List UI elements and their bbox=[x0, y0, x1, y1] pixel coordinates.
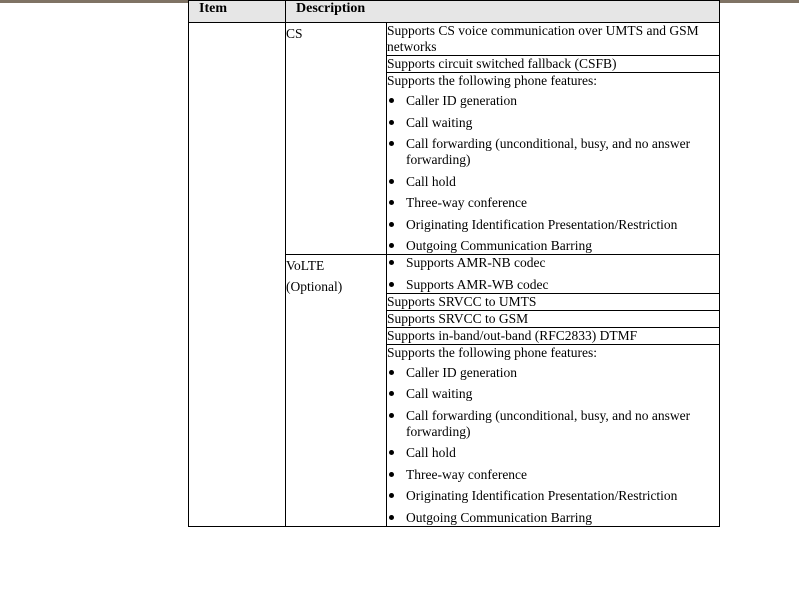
volte-dtmf-cell bbox=[387, 327, 720, 344]
volte-srvcc-umts-cell bbox=[387, 293, 720, 310]
list-item: Call forwarding (unconditional, busy, and no answer forwarding) bbox=[387, 136, 719, 168]
category-volte bbox=[286, 255, 387, 527]
list-item: Originating Identification Presentation/Restriction bbox=[387, 217, 719, 233]
bullet-icon bbox=[389, 260, 394, 265]
bullet-icon bbox=[389, 472, 394, 477]
bullet-icon bbox=[389, 391, 394, 396]
volte-dtmf-text: Supports in-band/out-band (RFC2833) DTMF bbox=[387, 327, 638, 343]
volte-srvcc-gsm-cell bbox=[387, 310, 720, 327]
bullet-icon bbox=[389, 179, 394, 184]
list-item: Call hold bbox=[387, 174, 719, 190]
list-item: Three-way conference bbox=[387, 195, 719, 211]
category-volte-sublabel: (Optional) bbox=[286, 279, 343, 294]
volte-codecs-list bbox=[387, 255, 719, 293]
bullet-icon bbox=[389, 141, 394, 146]
cs-csfb-cell bbox=[387, 56, 720, 73]
volte-srvcc-gsm-text: Supports SRVCC to GSM bbox=[387, 310, 529, 326]
bullet-icon bbox=[389, 98, 394, 103]
bullet-icon bbox=[389, 413, 394, 418]
bullet-icon bbox=[389, 450, 394, 455]
list-item: Outgoing Communication Barring bbox=[387, 238, 719, 254]
list-item: Caller ID generation bbox=[387, 365, 719, 381]
cs-features-cell bbox=[387, 73, 720, 255]
bullet-icon bbox=[389, 222, 394, 227]
list-item: Outgoing Communication Barring bbox=[387, 510, 719, 526]
list-item: Three-way conference bbox=[387, 467, 719, 483]
volte-codecs-cell bbox=[387, 255, 720, 294]
bullet-icon bbox=[389, 370, 394, 375]
feature-table bbox=[188, 0, 720, 527]
bullet-icon bbox=[389, 120, 394, 125]
volte-features-list bbox=[387, 365, 719, 526]
cs-csfb-text: Supports circuit switched fallback (CSFB) bbox=[387, 56, 617, 71]
cs-voice-text: Supports CS voice communication over UMTS and GSM networks bbox=[387, 23, 699, 54]
category-cs-label: CS bbox=[286, 26, 303, 41]
category-volte-label: VoLTE bbox=[286, 258, 325, 273]
cs-features-intro: Supports the following phone features: bbox=[387, 73, 597, 88]
bullet-icon bbox=[389, 493, 394, 498]
list-item: Call waiting bbox=[387, 386, 719, 402]
item-cell bbox=[189, 23, 286, 527]
list-item: Call forwarding (unconditional, busy, and no answer forwarding) bbox=[387, 408, 719, 440]
bullet-icon bbox=[389, 282, 394, 287]
table-row bbox=[189, 23, 720, 56]
list-item: Supports AMR-NB codec bbox=[387, 255, 719, 271]
bullet-icon bbox=[389, 243, 394, 248]
volte-srvcc-umts-text: Supports SRVCC to UMTS bbox=[387, 293, 537, 309]
cs-voice-cell bbox=[387, 23, 720, 56]
list-item: Call waiting bbox=[387, 115, 719, 131]
bullet-icon bbox=[389, 200, 394, 205]
list-item: Caller ID generation bbox=[387, 93, 719, 109]
list-item: Call hold bbox=[387, 445, 719, 461]
category-cs bbox=[286, 23, 387, 255]
volte-features-cell bbox=[387, 344, 720, 526]
header-item: Item bbox=[189, 1, 286, 23]
volte-features-intro: Supports the following phone features: bbox=[387, 344, 597, 360]
list-item: Originating Identification Presentation/Restriction bbox=[387, 488, 719, 504]
list-item: Supports AMR-WB codec bbox=[387, 277, 719, 293]
table-header-row bbox=[189, 1, 720, 23]
cs-features-list bbox=[387, 93, 719, 254]
bullet-icon bbox=[389, 515, 394, 520]
header-description: Description bbox=[286, 1, 720, 23]
